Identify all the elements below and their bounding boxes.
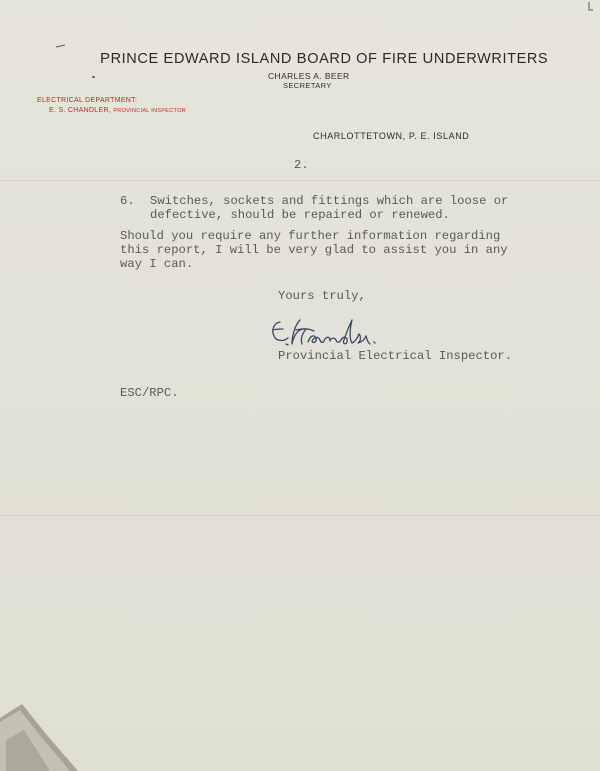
department-label: ELECTRICAL DEPARTMENT: — [37, 97, 138, 104]
secretary-name: CHARLES A. BEER — [268, 71, 350, 81]
page-number: 2. — [294, 158, 309, 172]
edge-mark-icon — [588, 2, 594, 12]
reference-initials: ESC/RPC. — [120, 386, 179, 400]
letterhead-title: PRINCE EDWARD ISLAND BOARD OF FIRE UNDERWRITERS — [100, 50, 549, 67]
item-text-line: defective, should be repaired or renewed. — [150, 208, 450, 222]
item-text-line: Switches, sockets and fittings which are loose or — [150, 194, 509, 208]
paper-crease — [0, 515, 600, 516]
paper-crease — [0, 180, 600, 181]
paragraph-line: this report, I will be very glad to assist you in any — [120, 243, 508, 257]
closing: Yours truly, — [278, 289, 366, 303]
curled-corner — [0, 700, 90, 771]
paragraph-line: Should you require any further information regarding — [120, 229, 501, 243]
letterhead-location: CHARLOTTETOWN, P. E. ISLAND — [313, 131, 470, 141]
signer-title: Provincial Electrical Inspector. — [278, 349, 513, 363]
item-number: 6. — [120, 194, 135, 208]
inspector-name: E. S. CHANDLER, — [49, 107, 112, 114]
department-inspector — [49, 107, 186, 114]
paragraph-line: way I can. — [120, 257, 194, 271]
stray-dot — [92, 76, 95, 78]
secretary-title: SECRETARY — [283, 81, 332, 90]
stray-mark-icon — [56, 44, 66, 48]
handwritten-signature — [266, 314, 396, 348]
inspector-role: PROVINCIAL INSPECTOR — [113, 108, 186, 114]
